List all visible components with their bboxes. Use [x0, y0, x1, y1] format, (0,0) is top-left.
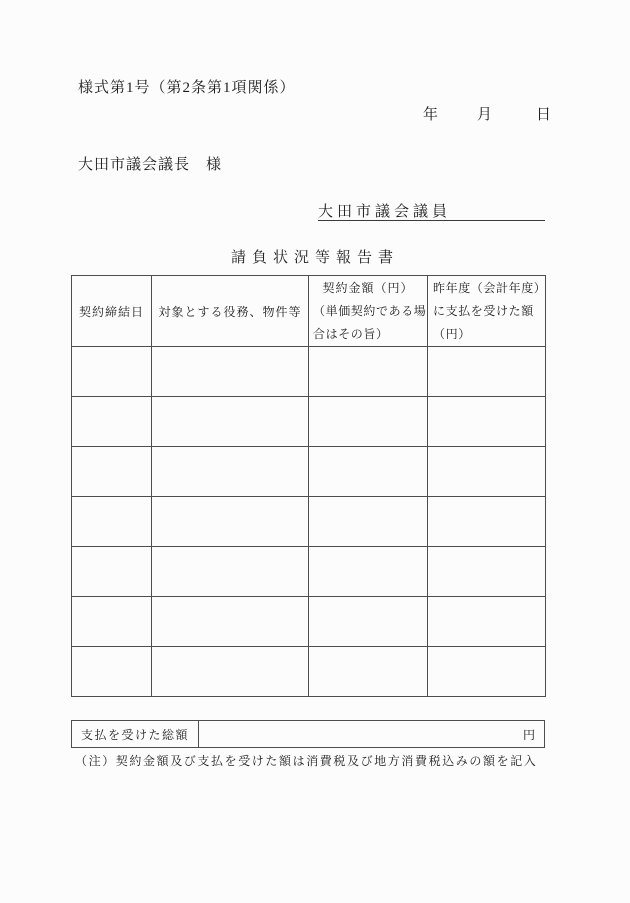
- signer-label: 大田市議会議員: [318, 204, 452, 220]
- report-table-cell: [152, 397, 309, 447]
- report-table-cell: [72, 547, 152, 597]
- report-table-row: [72, 497, 546, 547]
- report-table-cell: [428, 447, 546, 497]
- col-header-last-year-payment: [428, 276, 546, 347]
- report-table-cell: [72, 447, 152, 497]
- signer-underline: [318, 200, 545, 221]
- date-year-label: 年: [423, 107, 439, 123]
- report-table-cell: [309, 547, 428, 597]
- report-table-cell: [152, 497, 309, 547]
- document-title: 請負状況等報告書: [230, 250, 399, 266]
- col-header-subject: 対象とする役務、物件等: [152, 276, 309, 347]
- report-table-cell: [72, 597, 152, 647]
- footnote: （注）契約金額及び支払を受けた額は消費税及び地方消費税込みの額を記入: [75, 754, 538, 768]
- report-table-cell: [428, 647, 546, 697]
- report-table: [71, 275, 546, 697]
- addressee-line: 大田市議会議長 様: [78, 157, 223, 173]
- report-table-cell: [72, 347, 152, 397]
- col-header-contract-date: 契約締結日: [72, 276, 152, 347]
- report-table-cell: [152, 347, 309, 397]
- col-header-last-year-payment-line1: 昨年度（会計年度）: [433, 280, 547, 295]
- report-table-cell: [152, 547, 309, 597]
- total-row: [72, 721, 545, 748]
- report-table-cell: [428, 497, 546, 547]
- report-table-row: [72, 397, 546, 447]
- report-table-cell: [309, 447, 428, 497]
- report-table-row: [72, 547, 546, 597]
- report-table-cell: [152, 597, 309, 647]
- report-table-cell: [309, 597, 428, 647]
- report-table-row: [72, 597, 546, 647]
- report-table-cell: [428, 347, 546, 397]
- report-table-cell: [428, 547, 546, 597]
- form-number: 様式第1号（第2条第1項関係）: [78, 80, 296, 96]
- total-table: [71, 720, 545, 748]
- report-table-cell: [309, 497, 428, 547]
- report-table-cell: [309, 347, 428, 397]
- report-table-row: [72, 647, 546, 697]
- col-header-last-year-payment-line3: （円）: [433, 326, 471, 341]
- report-table-cell: [72, 647, 152, 697]
- report-table-row: [72, 447, 546, 497]
- report-table-cell: [152, 647, 309, 697]
- total-label: 支払を受けた総額: [72, 721, 199, 748]
- col-header-contract-amount-line1: 契約金額（円）: [322, 280, 414, 295]
- report-table-cell: [428, 397, 546, 447]
- date-day-label: 日: [536, 107, 552, 123]
- col-header-contract-amount-line3: 合はその旨）: [313, 326, 389, 341]
- report-table-cell: [152, 447, 309, 497]
- report-table-cell: [428, 597, 546, 647]
- report-table-header-row: [72, 276, 546, 347]
- report-table-row: [72, 347, 546, 397]
- report-table-cell: [72, 497, 152, 547]
- date-month-label: 月: [477, 107, 493, 123]
- total-value-cell: 円: [199, 721, 545, 748]
- col-header-contract-amount-line2: （単価契約である場: [313, 303, 427, 318]
- report-table-cell: [72, 397, 152, 447]
- col-header-last-year-payment-line2: に支払を受けた額: [433, 303, 534, 318]
- report-table-cell: [309, 647, 428, 697]
- date-line: [423, 103, 551, 124]
- report-table-cell: [309, 397, 428, 447]
- col-header-contract-amount: [309, 276, 428, 347]
